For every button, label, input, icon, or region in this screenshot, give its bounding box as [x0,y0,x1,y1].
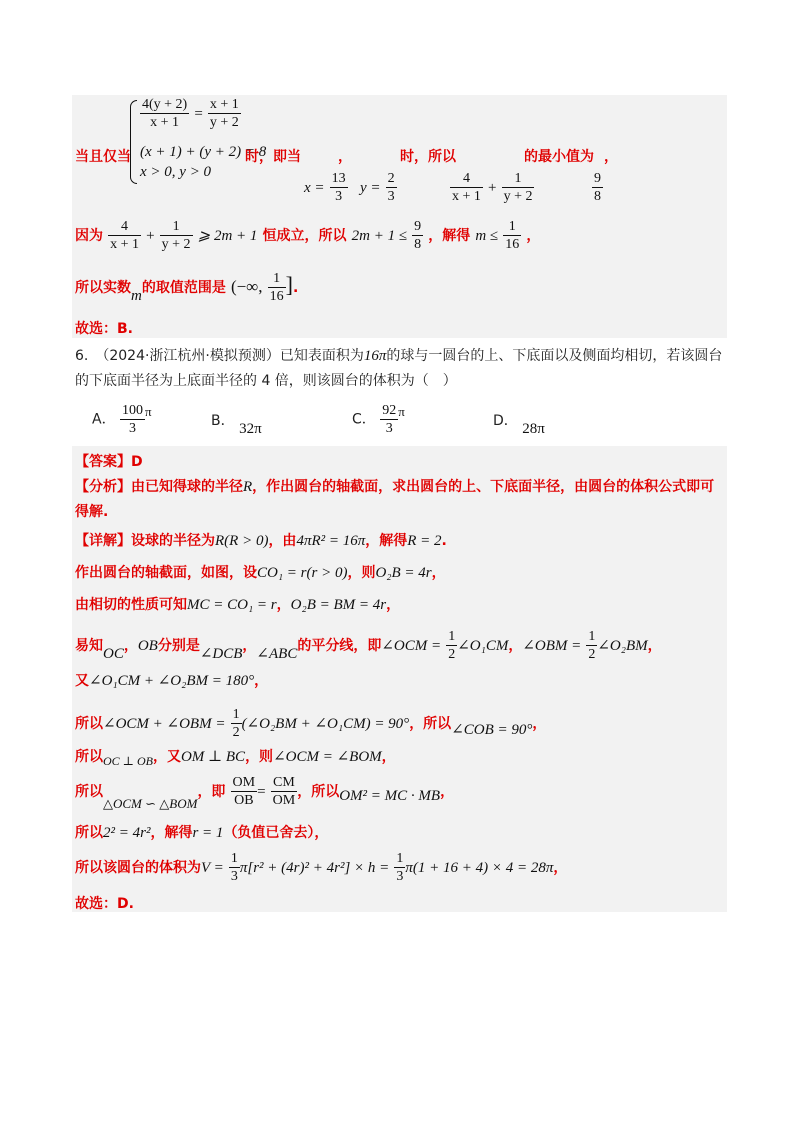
final-answer: 故选：D. [75,896,134,912]
system-line2: (x + 1) + (y + 2) = 8 [140,144,267,160]
detail-line2: 作出圆台的轴截面，如图，设CO₁ = r(r > 0)，则O₂B = 4r， [75,565,446,581]
y-value: y = $\frac{2}{3}$ [360,171,395,204]
text-comma2: ， [604,149,618,165]
detail-line10: 所以该圆台的体积为V = $\frac{1}{3}$ π[r² + (4r)² + 4r²] × h = $\frac{1}{3}$ π(1 + 16 + 4) × 4 = 28π， [75,851,568,884]
detail-line3: 由相切的性质可知MC = CO₁ = r，O₂B = BM = 4r， [75,597,401,613]
analysis-line1: 【分析】由已知得球的半径R，作出圆台的轴截面，求出圆台的上、下底面半径，由圆台的体积公式即可 [75,479,715,495]
detail-line5: 又∠O₁CM + ∠O₂BM = 180°， [75,673,269,689]
detail-line9: 所以2² = 4r²，解得r = 1（负值已舍去）， [75,825,329,841]
detail-line6: 所以∠OCM + ∠OBM = $\frac{1}{2}$ (∠O₂BM + ∠O₁CM) = 90°，所以∠COB = 90°， [75,707,547,740]
question-line2: 的下底面半径为上底面半径的 4 倍，则该圆台的体积为（ ） [75,373,457,389]
question-line1: 6. （2024·浙江杭州·模拟预测）已知表面积为16π的球与一圆台的上、下底面以及侧面均相切，若该圆台 [75,348,723,364]
option-a: A． $\frac{100}{3}$ π [92,403,152,436]
option-d: D． 28π [493,413,545,437]
x-value: x = $\frac{13}{3}$ [304,171,346,204]
text-min-is: 的最小值为 [524,149,594,165]
system-line3: x > 0, y > 0 [140,164,212,180]
option-c: C． $\frac{92}{3}$ π [352,403,405,436]
option-b: B． 32π [211,413,262,437]
answer-label: 【答案】D [75,454,143,470]
detail-line1: 【详解】设球的半径为R(R > 0)，由4πR² = 16π，解得R = 2. [75,533,447,549]
text-dangqie: 当且仅当 [75,149,131,165]
analysis-line2: 得解. [75,504,109,520]
detail-line8: 所以$_{\triangle OCM ∽ \triangle BOM}$，即 $\frac{OM}{OB}$ = $\frac{CM}{OM}$ ，所以OM² = MC · MB， [75,775,455,811]
text-shi-jidang: 时，即当 [245,149,301,165]
detail-line7: 所以$_{OC \perp OB}$，又OM ⊥ BC，则∠OCM = ∠BOM， [75,749,396,768]
expr-sum: $\frac{4}{x + 1}$ + $\frac{1}{y + 2}$ [452,171,533,204]
line-range: 所以实数m的取值范围是 (−∞, $\frac{1}{16}$ ]. [75,271,299,304]
detail-line4: 易知OC，OB分别是∠DCB，∠ABC的平分线，即∠OCM = $\frac{1}{2}$ ∠O₁CM，∠OBM = $\frac{1}{2}$ ∠O₂BM， [75,629,662,662]
text-shi-suoyi: 时，所以 [400,149,456,165]
text-comma: ， [338,149,352,165]
system-line1: $\frac{4(y + 2)}{x + 1}$ = $\frac{x + 1}{y + 2}$ [142,97,239,130]
min-value: $\frac{9}{8}$ [594,171,601,204]
answer-prev: 故选：B. [75,321,133,337]
line-yinwei: 因为 $\frac{4}{x + 1}$ + $\frac{1}{y + 2}$ ⩾ 2m + 1 恒成立，所以 2m + 1 ≤ $\frac{9}{8}$ ，解得 m ≤ $\frac{1}{16}$ ， [75,219,541,252]
